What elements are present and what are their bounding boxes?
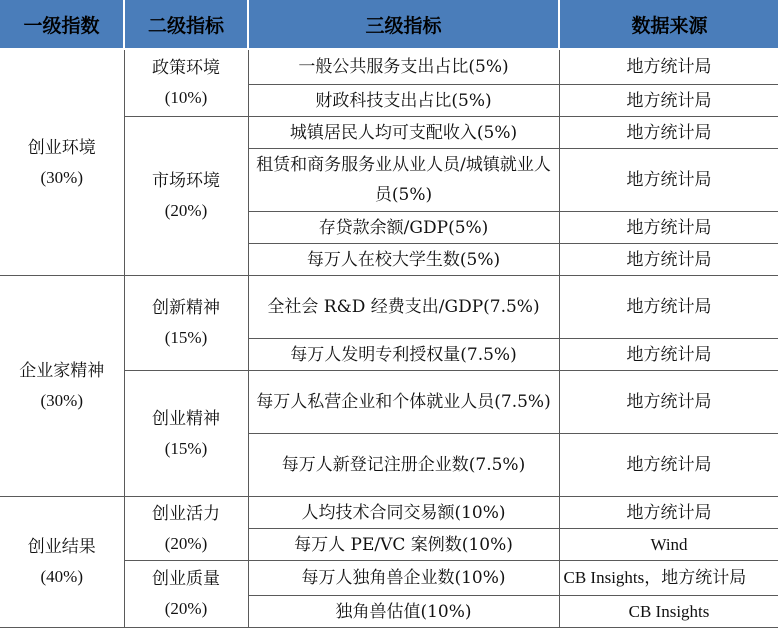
indicator-cell: 独角兽估值(10%) <box>248 596 559 628</box>
level1-weight: (30%) <box>40 391 83 410</box>
table-row <box>0 49 778 85</box>
level2-cell <box>124 49 248 117</box>
level2-cell <box>124 117 248 276</box>
header-row <box>0 0 778 49</box>
level1-cell <box>0 497 124 628</box>
indicator-cell: 每万人独角兽企业数(10%) <box>248 561 559 596</box>
level2-cell <box>124 497 248 561</box>
level1-label: 创业环境 <box>27 137 96 158</box>
indicator-cell: 全社会 R&D 经费支出/GDP(7.5%) <box>248 276 559 339</box>
source-cell: 地方统计局 <box>559 434 778 497</box>
level2-label: 创业活力 <box>152 503 220 524</box>
level2-label: 创业质量 <box>152 569 220 589</box>
level2-weight: (20%) <box>164 201 208 220</box>
level2-label: 创新精神 <box>152 298 220 318</box>
header-level1: 一级指数 <box>0 0 124 49</box>
level2-label: 政策环境 <box>152 58 220 78</box>
source-cell: 地方统计局 <box>559 371 778 434</box>
level2-label: 市场环境 <box>152 171 220 191</box>
level1-cell <box>0 276 124 497</box>
level2-weight: (15%) <box>164 328 208 347</box>
table-row <box>0 276 778 339</box>
level1-label: 创业结果 <box>27 537 96 557</box>
level2-weight: (10%) <box>164 88 208 107</box>
header-source: 数据来源 <box>559 0 778 49</box>
level2-cell <box>124 561 248 628</box>
level1-weight: (40%) <box>40 567 83 586</box>
source-cell: 地方统计局 <box>559 49 778 85</box>
source-cell: 地方统计局 <box>559 497 778 529</box>
indicator-cell: 租赁和商务服务业从业人员/城镇就业人员(5%) <box>248 149 559 212</box>
indicator-cell: 财政科技支出占比(5%) <box>248 85 559 117</box>
source-cell: 地方统计局 <box>559 339 778 371</box>
source-cell: Wind <box>559 529 778 561</box>
level2-weight: (15%) <box>164 438 208 458</box>
level1-cell <box>0 49 124 276</box>
level2-label: 创业精神 <box>152 408 220 429</box>
indicator-cell: 每万人在校大学生数(5%) <box>248 244 559 276</box>
table-row <box>0 497 778 529</box>
source-cell: 地方统计局 <box>559 244 778 276</box>
indicator-cell: 人均技术合同交易额(10%) <box>248 497 559 529</box>
header-level2: 二级指标 <box>124 0 248 49</box>
level2-weight: (20%) <box>164 533 208 553</box>
source-cell: CB Insights <box>559 596 778 628</box>
source-cell: 地方统计局 <box>559 149 778 212</box>
source-cell: 地方统计局 <box>559 212 778 244</box>
level2-cell <box>124 276 248 371</box>
level1-weight: (30%) <box>40 167 83 187</box>
indicator-cell: 每万人 PE/VC 案例数(10%) <box>248 529 559 561</box>
source-cell: CB Insights，地方统计局 <box>559 561 778 596</box>
indicator-cell: 每万人发明专利授权量(7.5%) <box>248 339 559 371</box>
indicator-cell: 城镇居民人均可支配收入(5%) <box>248 117 559 149</box>
indicator-cell: 每万人新登记注册企业数(7.5%) <box>248 434 559 497</box>
source-cell: 地方统计局 <box>559 85 778 117</box>
indicator-cell: 每万人私营企业和个体就业人员(7.5%) <box>248 371 559 434</box>
source-cell: 地方统计局 <box>559 117 778 149</box>
level2-cell <box>124 371 248 497</box>
indicator-cell: 存贷款余额/GDP(5%) <box>248 212 559 244</box>
indicator-cell: 一般公共服务支出占比(5%) <box>248 49 559 85</box>
source-cell: 地方统计局 <box>559 276 778 339</box>
level1-label: 企业家精神 <box>19 361 105 381</box>
header-level3: 三级指标 <box>248 0 559 49</box>
level2-weight: (20%) <box>164 599 208 618</box>
